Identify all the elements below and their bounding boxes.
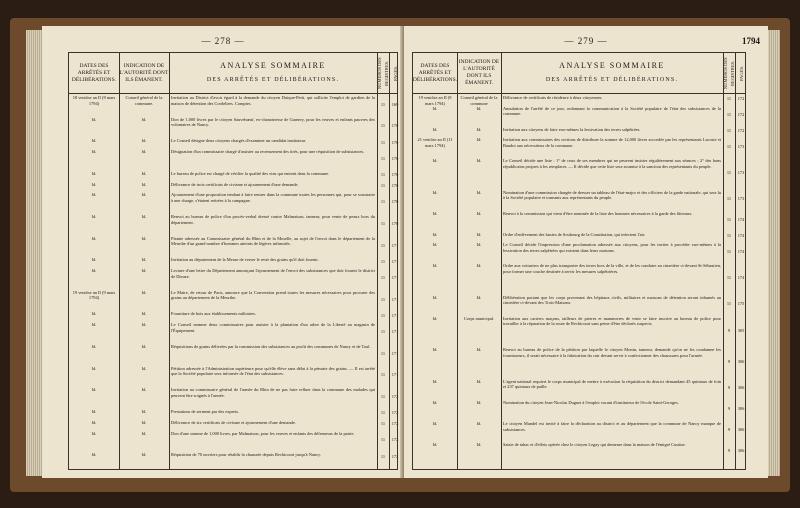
header-dates: DATES DES ARRÊTÉS ET DÉLIBÉRATIONS. [413,53,458,93]
table-row [413,106,745,127]
header-pages-label: PAGES. [392,65,398,81]
row-summary: Le Conseil désigne deux citoyens chargés d'examiner un candidat instituteur. [171,138,307,144]
row-register-number: 11 [380,350,386,356]
row-register-number: 11 [726,196,732,202]
header-pages-label: PAGES. [738,65,744,81]
row-page: 171 [391,350,399,356]
row-summary: Invitation aux commissaires des sections de distribuer la somme de 12,000 livres accordée par les représentants Lacoste et Baudot aux nécessiteux de la commune. [503,137,721,148]
header-indication: INDICATION DE L'AUTORITÉ DONT ILS ÉMANENT. [457,53,502,93]
header-indication: INDICATION DE L'AUTORITÉ DONT ILS ÉMANENT. [119,53,170,93]
row-summary: Prestations de serment par des experts. [171,408,240,414]
table-row [413,379,745,400]
register-table [412,52,746,470]
row-summary: Invitation au département de la Meuse de verser le reste des grains qu'il doit fournir. [171,257,319,263]
header-numeros-label: NUMÉROS DES REGISTRES. [377,57,389,89]
column-rule [389,93,390,469]
row-page: 172 [737,127,745,133]
row-date: Id. [432,294,438,300]
row-date: Id. [432,210,438,216]
header-analyse-title: ANALYSE SOMMAIRE [220,61,326,70]
row-summary: Annulation de l'arrêté de ce jour, ordonnant la communication à la Société populaire de l'état des subsistances de la commune. [503,105,721,117]
row-summary: Le bureau de police est chargé de vérifier la qualité des vins qui entrent dans la commune. [171,170,330,176]
row-page: 172 [391,453,399,459]
row-authority: Conseil général de la commune. [125,95,163,106]
table-row [413,242,745,263]
row-date: Id. [91,149,97,155]
row-page: 170 [391,155,399,161]
header-dates: DATES DES ARRÊTÉS ET DÉLIBÉRATIONS. [69,53,120,93]
table-row [413,316,745,348]
row-authority: Id. [476,231,482,237]
row-date: 19 ventôse an II (9 mars 1794) [72,289,116,301]
row-page: 174 [737,248,745,254]
row-register-number: 11 [380,172,386,178]
row-page: 172 [737,112,745,117]
row-page: 305 [737,327,745,333]
table-row [413,158,745,190]
row-page: 174 [737,232,745,238]
row-authority: Id. [476,189,482,195]
row-page: 172 [391,421,399,427]
row-page: 173 [737,169,745,175]
row-date: Id. [432,126,438,132]
row-date: Id. [432,231,438,237]
row-authority: Id. [141,235,147,241]
left-page [42,26,405,478]
row-date: Id. [91,322,97,328]
column-rule [735,93,736,469]
row-date: Id. [432,315,438,321]
table-row [413,347,745,379]
row-summary: Fourniture de bois aux établissements militaires. [171,311,257,317]
row-date: Id. [91,181,97,187]
row-date: Id. [432,158,438,164]
row-page: 306 [737,427,745,433]
header-analyse-title: ANALYSE SOMMAIRE [559,61,665,70]
row-page: 172 [391,394,399,400]
row-authority: Id. [141,170,147,176]
table-row [413,421,745,442]
row-authority: Id. [476,242,482,248]
row-summary: Lecture d'une lettre du Département annonçant l'ajournement de l'envoi des subsistances que doit fournir le district de Dieuze. [171,268,375,279]
row-summary: L'agent national requiert le corps municipal de mettre à exécution la réquisition du district demandant 45 quintaux de foin et 237 quintaux de paille. [503,378,721,390]
row-summary: Plainte adressée au Commissaire général du Rhin et de la Moselle, au sujet de l'envoi dans le département de la Meurthe d'un grand nombre d'hommes atteints de légères infirmités. [171,235,375,247]
column-rule [723,93,724,469]
row-summary: Le Conseil nomme deux commissaires pour assister à la plantation d'un arbre de la Liberté au magasin de l'Équipement. [171,322,375,333]
row-summary: Invitation aux citoyens de faire eux-mêmes la lessivation des terres salpêtrées. [503,126,641,132]
row-register-number: 9 [727,427,731,433]
row-summary: Délibération portant que les corps provenant des hôpitaux civils, militaires et maisons de détention seront inhumés au cimetière ci-devant des Trois-Maisons. [503,294,721,306]
row-date: Id. [91,343,97,349]
column-rule [457,93,458,469]
row-authority: Id. [141,311,147,317]
row-register-number: 11 [726,274,732,280]
row-register-number: 11 [726,232,732,238]
row-register-number: 11 [380,258,386,264]
row-summary: Le citoyen Mandel est invité à faire la déclaration au district et au département que la commune de Nancy manque de subsistances. [503,420,721,432]
row-register-number: 11 [380,329,386,335]
header-pages [735,53,747,93]
header-analyse-subtitle: DES ARRÊTÉS ET DÉLIBÉRATIONS. [545,77,679,83]
row-register-number: 11 [380,312,386,318]
row-summary: Ordre d'enlèvement des bustes de Soubourg de la Constitution, qui infectent l'air. [503,231,646,237]
table-row [413,211,745,232]
header-analyse-subtitle: DES ARRÊTÉS ET DÉLIBÉRATIONS. [206,77,340,83]
row-page: 306 [737,359,745,365]
row-authority: Id. [141,365,147,371]
row-summary: Invitation au commissaire général de l'armée du Rhin de ne pas faire refluer dans la commune des malades qui peuvent être soignés à l'armée. [171,387,375,398]
row-register-number: 11 [726,112,732,117]
row-register-number: 11 [380,437,386,443]
row-page: 170 [391,220,399,226]
row-date: Id. [91,430,97,436]
row-register-number: 11 [380,182,386,188]
row-date: Id. [91,419,97,425]
row-authority: Id. [141,408,147,414]
row-summary: Invitation aux carriers maçons, tailleurs de pierres et manœuvres de venir se faire inscrire au bureau de police pour travailler à la réparation de la route de Rechicourt sans peine d'être déclarés suspects. [503,315,721,327]
row-summary: Délivrance de certificats de résidence à deux citoyennes. [503,95,603,100]
row-summary: Renvoi au bureau de police de la pétition par laquelle le citoyen Monin, tanneur, demande qu'on ne les condamne les fournisseurs, il serait nécessaire à la fabrication du cuir devant servir à confectionner des chaussures pour l'armée. [503,347,721,358]
row-date: Id. [432,242,438,248]
row-summary: Le Conseil décide une liste : 1° de ceux de ses membres qui ne peuvent insister régulièrement aux séances ; 2° des bons républicains propres à les remplacer. — Il décide que cette liste sera soumise à la sanction des représentants du peuple. [503,158,721,169]
header-analyse [501,53,724,93]
row-authority: Conseil général de la commune [460,95,498,106]
row-authority: Id. [476,441,482,447]
row-date: Id. [432,263,438,269]
row-page: 174 [737,217,745,223]
row-page: 170 [391,172,399,178]
row-summary: Don de 1,000 livres par le citoyen Sauvebœuf, ex-chanoinesse de Garnery, pour les veuves et enfants pauvres des volontaires de Nancy. [171,116,375,128]
row-register-number: 11 [380,274,386,280]
row-register-number: 11 [380,139,386,145]
page-number: — 278 — [201,36,245,46]
row-authority: Id. [141,257,147,263]
row-authority: Id. [141,268,147,274]
header-numeros-label: NUMÉROS DES REGISTRES. [723,57,735,89]
row-register-number: 9 [727,385,731,391]
row-authority: Id. [141,419,147,425]
row-page: 171 [391,372,399,378]
row-page: 170 [391,182,399,188]
row-page: 173 [737,143,745,149]
row-authority: Id. [141,452,147,458]
row-register-number: 11 [726,96,732,102]
row-authority: Id. [141,289,147,295]
row-date: 21 ventôse an II (11 mars 1794) [417,137,453,148]
row-summary: Renvoi au bureau de police d'un procès-verbal dressé contre Malmaison, tanneur, pour vente de peaux hors du département. [171,214,375,225]
row-date: Id. [432,399,438,405]
table-row [413,95,745,106]
row-date: Id. [91,311,97,317]
row-date: Id. [91,170,97,176]
row-page: 171 [391,274,399,280]
table-row [413,232,745,243]
row-date: 19 ventôse an II (9 mars 1794) [418,95,452,106]
row-authority: Corps municipal. [463,315,495,321]
row-summary: Réquisitions de grains délivrées par la commission des subsistances au profit des communes de Nancy et de Toul. [171,343,371,349]
row-register-number: 11 [380,372,386,378]
row-page: 306 [737,406,745,412]
row-date: Id. [432,105,438,111]
table-row [413,295,745,316]
table-row [413,263,745,295]
right-page [404,26,768,478]
row-summary: Désignation d'un commissaire chargé d'assister au recensement des tirés, pour une réquisition de subsistances. [171,149,365,155]
column-rule [377,93,378,469]
row-page: 169 [391,101,399,107]
row-page: 171 [391,296,399,302]
row-summary: Ordre aux voituriers de ne plus transporter des terres hors de la ville, et de les conduire au cimetière ci-devant St-Sébastien, pour former une couche destinée à servir les mesures salpêtrières. [503,263,721,274]
row-register-number: 11 [380,421,386,427]
row-authority: Id. [141,181,147,187]
row-page: 171 [391,329,399,335]
row-authority: Id. [476,294,482,300]
row-register-number: 11 [726,217,732,223]
row-date: Id. [432,420,438,426]
row-date: Id. [432,378,438,384]
row-page: 170 [391,199,399,205]
row-date: Id. [91,138,97,144]
row-summary: Nomination du citoyen Jean-Nicolas Duguet à l'emploi vacant d'instituteur de l'école Saint-Georges. [503,399,679,405]
row-page: 174 [737,274,745,280]
row-summary: Pétition adressée à l'Administration supérieure pour qu'elle élève sans délai à la pénurie des grains. — Il est arrêté que la Société populaire sera informée de l'état des subsistances. [171,365,375,377]
row-register-number: 11 [380,242,386,248]
row-date: 18 ventôse an II (8 mars 1794) [72,95,116,106]
row-authority: Id. [476,420,482,426]
row-summary: Délivrance de trois certificats de civisme et ajournement d'une demande. [171,181,299,187]
row-page: 175 [737,301,745,307]
row-authority: Id. [476,263,482,269]
row-authority: Id. [476,378,482,384]
row-summary: Ajournement d'une proposition tendant à faire rentrer dans la commune toutes les personnes qui, pour se soustraire à une charge, s'étaient retirées à la campagne. [171,192,375,203]
column-rule [501,93,502,469]
row-page: 171 [391,242,399,248]
right-page-edges [766,30,780,476]
table-row [413,400,745,421]
row-authority: Id. [141,430,147,436]
row-register-number: 11 [380,101,386,107]
row-page: 170 [391,123,399,129]
row-date: Id. [91,365,97,371]
row-register-number: 11 [380,296,386,302]
row-summary: Le Maire, de retour de Paris, annonce que la Convention prend toutes les mesures nécessaires pour procurer des grains au département de la Meurthe. [171,289,375,301]
row-authority: Id. [476,126,482,132]
row-page: 306 [737,448,745,454]
row-page: 171 [391,312,399,318]
row-authority: Id. [476,210,482,216]
row-register-number: 11 [726,143,732,149]
row-page: 172 [737,96,745,102]
row-register-number: 9 [727,327,731,333]
row-date: Id. [91,257,97,263]
row-register-number: 11 [380,199,386,205]
row-authority: Id. [476,399,482,405]
row-authority: Id. [476,347,482,353]
row-summary: Renvoi à la commission qui vient d'être nommée de la liste des hommes nécessaires à la garde des fûtreaux. [503,210,693,216]
row-date: Id. [432,347,438,353]
row-date: Id. [91,452,97,458]
row-date: Id. [91,387,97,393]
table-row [413,127,745,138]
row-authority: Id. [141,214,147,220]
row-authority: Id. [141,322,147,328]
row-date: Id. [91,235,97,241]
row-register-number: 9 [727,448,731,454]
row-authority: Id. [476,105,482,111]
row-summary: Don d'une somme de 1,000 livres, par Malmaison, pour les veuves et enfants des défenseurs de la patrie. [171,430,355,436]
row-authority: Id. [141,149,147,155]
row-register-number: 11 [380,453,386,459]
row-summary: Nomination d'une commission chargée de dresser un tableau de l'état-major et des officiers de la garde nationale, qui sera lu à la Société populaire et transmis aux représentants du peuple. [503,189,721,201]
row-register-number: 9 [727,359,731,365]
year-heading: 1794 [742,36,760,46]
row-register-number: 11 [726,248,732,254]
row-register-number: 11 [380,155,386,161]
row-page: 172 [391,410,399,416]
header-analyse [169,53,378,93]
row-summary: Réquisition de 70 ouvriers pour rétablir la chaussée depuis Rechicourt jusqu'à Nancy. [171,452,321,458]
table-row [413,190,745,211]
row-date: Id. [91,116,97,122]
row-page: 172 [391,437,399,443]
column-rule [169,93,170,469]
row-page: 173 [737,196,745,202]
row-date: Id. [432,441,438,447]
column-rule [119,93,120,469]
row-authority: Id. [141,116,147,122]
row-register-number: 11 [380,123,386,129]
row-authority: Id. [141,387,147,393]
table-row [413,442,745,463]
row-register-number: 9 [727,406,731,412]
row-authority: Id. [141,192,147,198]
table-row [413,137,745,158]
row-date: Id. [91,214,97,220]
row-register-number: 11 [726,169,732,175]
table-header [413,53,745,94]
row-summary: Saisie de tabac et d'effets opérée chez le citoyen Legay qui demeure dans la maison de l'émigré Custine. [503,441,686,447]
row-register-number: 11 [726,127,732,133]
row-date: Id. [91,268,97,274]
row-authority: Id. [476,158,482,164]
row-register-number: 11 [726,301,732,307]
row-page: 306 [737,385,745,391]
register-table [68,52,398,470]
row-page: 170 [391,139,399,145]
row-page: 171 [391,258,399,264]
row-register-number: 11 [380,410,386,416]
table-header [69,53,397,94]
page-number: — 279 — [564,36,608,46]
row-authority: Id. [141,343,147,349]
row-summary: Délivrance de six certificats de civisme et ajournement d'une demande. [171,419,296,425]
row-date: Id. [432,189,438,195]
row-authority: Id. [476,137,482,143]
row-date: Id. [91,408,97,414]
row-authority: Id. [141,138,147,144]
row-register-number: 11 [380,220,386,226]
row-summary: Invitation au District d'avoir égard à la demande du citoyen Duique-Petit, qui sollicite l'emploi de gardien de la maison de détention des Cordeliers. Comptes. [171,95,375,106]
row-summary: Le Conseil décide l'impression d'une proclamation adressée aux citoyens, pour les inviter à procéder eux-mêmes à la lessivation des terres salpêtrées qui existent dans leurs maisons. [503,242,721,253]
row-date: Id. [91,192,97,198]
row-register-number: 11 [380,394,386,400]
